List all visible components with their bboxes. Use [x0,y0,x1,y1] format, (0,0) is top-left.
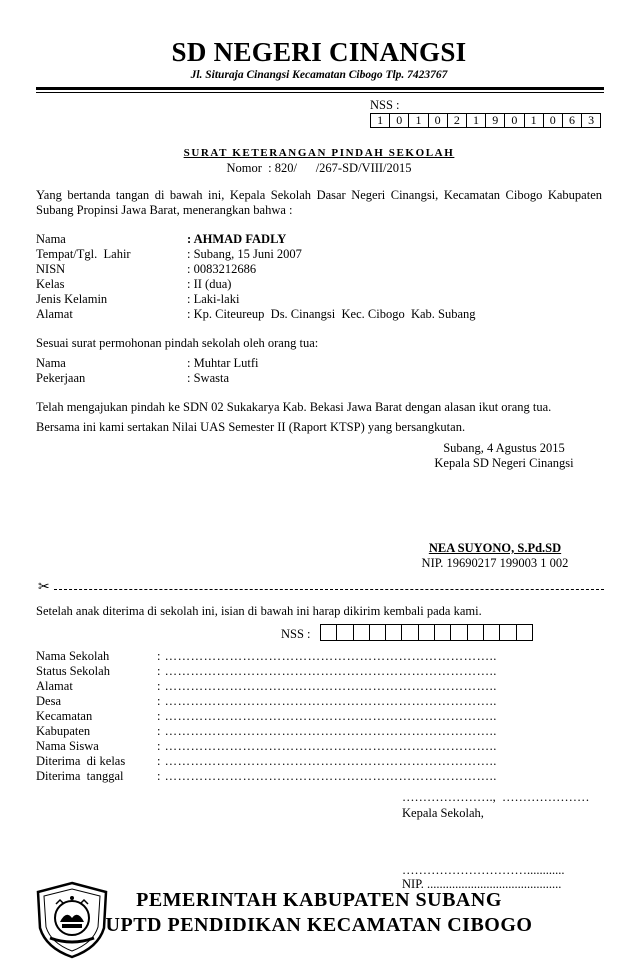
signer-nip: NIP. 19690217 199003 1 002 [421,556,569,570]
form-label: Kecamatan [36,709,93,723]
reply-nip-line[interactable]: NIP. ........................................... [402,877,562,891]
header-divider-thin [36,92,604,93]
form-label: Diterima tanggal [36,769,124,783]
form-label: Alamat [36,679,73,693]
school-address: Jl. Situraja Cinangsi Kecamatan Cibogo Tlp. 7423767 [190,69,448,81]
form-row [36,694,497,709]
form-row [36,679,497,694]
parent-row [36,356,259,371]
school-name: SD NEGERI CINANGSI [171,37,467,67]
reply-sign-line[interactable]: …………………………............ [402,863,565,877]
student-label: Tempat/Tgl. Lahir [36,247,131,261]
form-blank[interactable]: : ………………………………………………………………….. [157,649,497,663]
nss-empty-box[interactable] [468,624,484,641]
form-label: Status Sekolah [36,664,110,678]
nss-digit: 0 [429,113,448,128]
form-blank[interactable]: : ………………………………………………………………….. [157,739,497,753]
student-value: : Kp. Citeureup Ds. Cinangsi Kec. Cibogo Kab. Subang [187,307,476,321]
nss-digit: 9 [486,113,505,128]
nss-empty-box[interactable] [517,624,533,641]
student-row [36,307,476,322]
cut-line [38,580,604,597]
nss-digit: 6 [563,113,582,128]
signer-name-text: NEA SUYONO, S.Pd.SD [428,541,562,555]
form-label: Diterima di kelas [36,754,126,768]
nss-digit: 3 [582,113,601,128]
nss-empty-box[interactable] [451,624,467,641]
header-divider-thick [36,87,604,90]
form-label: Nama Sekolah [36,649,110,663]
form-blank[interactable]: : ………………………………………………………………….. [157,664,497,678]
nss-empty-box[interactable] [500,624,516,641]
parent-label: Nama [36,356,66,370]
nss-empty-box[interactable] [354,624,370,641]
form-row [36,754,497,769]
nss-empty-box[interactable] [370,624,386,641]
form-blank[interactable]: : ………………………………………………………………….. [157,709,497,723]
nss-digit: 1 [525,113,544,128]
form-label: Desa [36,694,61,708]
form-blank[interactable]: : ………………………………………………………………….. [157,769,497,783]
reply-signer-title: Kepala Sekolah, [402,806,484,820]
parent-value: : Muhtar Lutfi [187,356,259,370]
nss-digit: 0 [390,113,409,128]
form-label: Nama Siswa [36,739,99,753]
form-label: Kabupaten [36,724,91,738]
nss-empty-box[interactable] [419,624,435,641]
nss-digit: 2 [448,113,467,128]
reply-nss-label: NSS : [281,627,311,641]
form-blank[interactable]: : ………………………………………………………………….. [157,754,497,768]
student-row [36,292,239,307]
reply-date-line[interactable]: …………………., ………………… [402,790,590,804]
student-row [36,262,256,277]
letter-heading: SURAT KETERANGAN PINDAH SEKOLAH [183,147,455,159]
nss-empty-box[interactable] [402,624,418,641]
student-label: Alamat [36,307,73,321]
signer-name [405,541,585,556]
nss-empty-box[interactable] [386,624,402,641]
nss-label: NSS : [370,98,400,112]
reply-nss-boxes [320,624,533,641]
reply-intro: Setelah anak diterima di sekolah ini, isian di bawah ini harap dikirim kembali pada kami. [36,604,482,618]
student-label: Nama [36,232,66,246]
student-row [36,232,286,247]
nss-digit: 1 [371,113,390,128]
student-value: : Subang, 15 Juni 2007 [187,247,302,261]
student-label: Kelas [36,277,65,291]
place-date: Subang, 4 Agustus 2015 [443,441,565,455]
nss-digit: 1 [467,113,486,128]
nss-empty-box[interactable] [435,624,451,641]
scissors-icon: ✂ [38,580,50,595]
nss-empty-box[interactable] [484,624,500,641]
dashed-line [54,589,604,590]
form-row [36,649,497,664]
form-blank[interactable]: : ………………………………………………………………….. [157,679,497,693]
footer-government: PEMERINTAH KABUPATEN SUBANG [136,889,502,911]
nss-empty-box[interactable] [321,624,337,641]
statement-attachment: Bersama ini kami sertakan Nilai UAS Semester II (Raport KTSP) yang bersangkutan. [36,420,466,434]
nss-digit: 0 [505,113,524,128]
parent-intro: Sesuai surat permohonan pindah sekolah oleh orang tua: [36,336,319,350]
nss-empty-box[interactable] [337,624,353,641]
letter-intro: Yang bertanda tangan di bawah ini, Kepala Sekolah Dasar Negeri Cinangsi, Kecamatan Cibogo Kabupaten Subang Propinsi Jawa Barat, menerangkan bahwa : [36,188,602,217]
student-row [36,277,231,292]
parent-row [36,371,229,386]
parent-value: : Swasta [187,371,230,385]
form-row [36,724,497,739]
form-row [36,739,497,754]
form-row [36,664,497,679]
student-label: Jenis Kelamin [36,292,108,306]
student-value: : II (dua) [187,277,232,291]
student-row [36,247,302,262]
signer-title: Kepala SD Negeri Cinangsi [434,456,574,470]
student-value: : AHMAD FADLY [187,232,287,246]
student-value: : Laki-laki [187,292,240,306]
form-row [36,769,497,784]
parent-label: Pekerjaan [36,371,86,385]
student-value: : 0083212686 [187,262,257,276]
letter-number: Nomor : 820/ /267-SD/VIII/2015 [226,161,412,175]
nss-digit: 0 [544,113,563,128]
footer-office: UPTD PENDIDIKAN KECAMATAN CIBOGO [105,914,533,936]
form-blank[interactable]: : ………………………………………………………………….. [157,694,497,708]
nss-digit-boxes [370,113,601,128]
statement-transfer: Telah mengajukan pindah ke SDN 02 Sukakarya Kab. Bekasi Jawa Barat dengan alasan ikut orang tua. [36,400,552,414]
nss-digit: 1 [409,113,428,128]
form-row [36,709,497,724]
student-label: NISN [36,262,66,276]
form-blank[interactable]: : ………………………………………………………………….. [157,724,497,738]
